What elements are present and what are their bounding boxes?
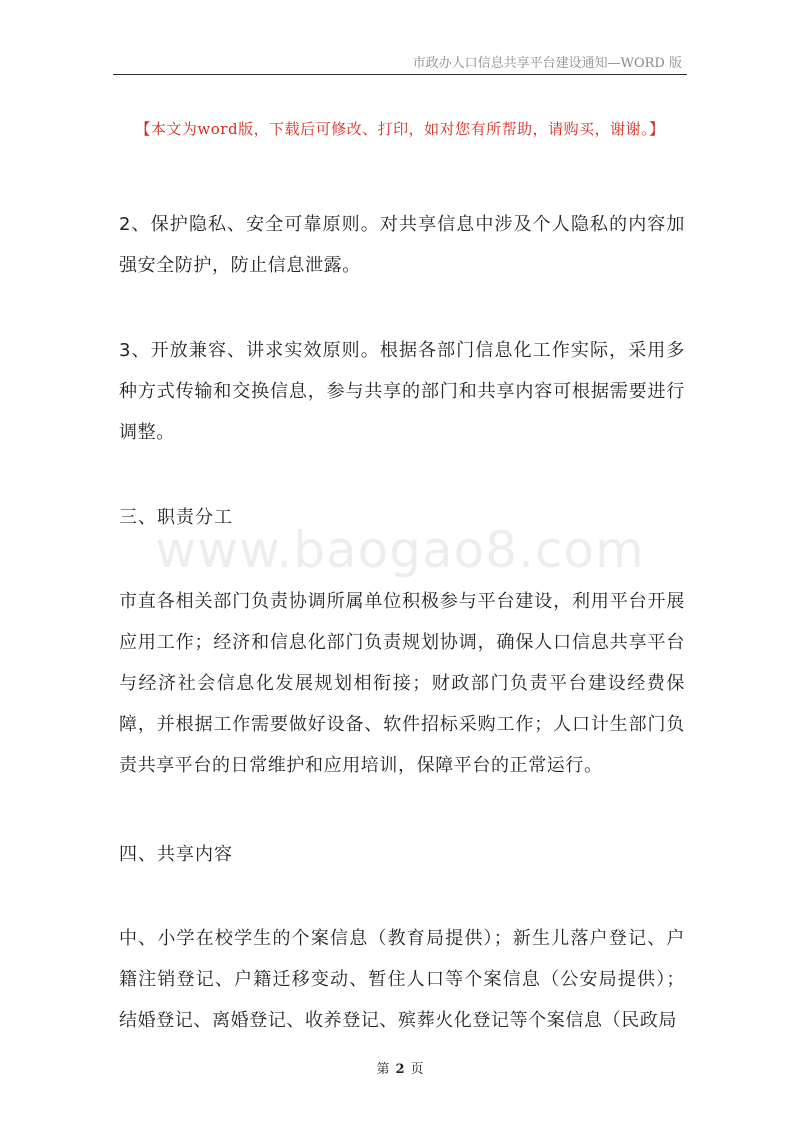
watermark: www.baogao8.com xyxy=(155,521,645,579)
responsibilities-paragraph: 市直各相关部门负责协调所属单位积极参与平台建设，利用平台开展应用工作；经济和信息化部门负责规划协调，确保人口信息共享平台与经济社会信息化发展规划相衔接；财政部门负责平台建设经费保障，并根据工作需要做好设备、软件招标采购工作；人口计生部门负责共享平台的日常维护和应用培训，保障平台的正常运行。 xyxy=(119,591,685,776)
footer-suffix: 页 xyxy=(410,1062,424,1077)
section-heading-responsibilities: 三、职责分工 xyxy=(119,507,233,528)
principle-compatibility-paragraph: 3、开放兼容、讲求实效原则。根据各部门信息化工作实际，采用多种方式传输和交换信息，参与共享的部门和共享内容可根据需要进行调整。 xyxy=(119,340,685,443)
shared-content-paragraph: 中、小学在校学生的个案信息（教育局提供）；新生儿落户登记、户籍注销登记、户籍迁移变动、暂住人口等个案信息（公安局提供）；结婚登记、离婚登记、收养登记、殡葬火化登记等个案信息（民政局 xyxy=(119,928,685,1031)
footer-prefix: 第 xyxy=(376,1062,390,1077)
header-divider xyxy=(113,74,687,75)
page-footer xyxy=(0,1058,800,1077)
section-heading-shared-content: 四、共享内容 xyxy=(119,844,233,865)
header-doc-title: 市政办人口信息共享平台建设通知—WORD 版 xyxy=(412,56,682,71)
word-version-notice: 【本文为word版，下载后可修改、打印，如对您有所帮助，请购买，谢谢。】 xyxy=(135,120,665,138)
page-number: 2 xyxy=(395,1062,405,1077)
principle-privacy-paragraph: 2、保护隐私、安全可靠原则。对共享信息中涉及个人隐私的内容加强安全防护，防止信息泄露。 xyxy=(119,214,685,276)
